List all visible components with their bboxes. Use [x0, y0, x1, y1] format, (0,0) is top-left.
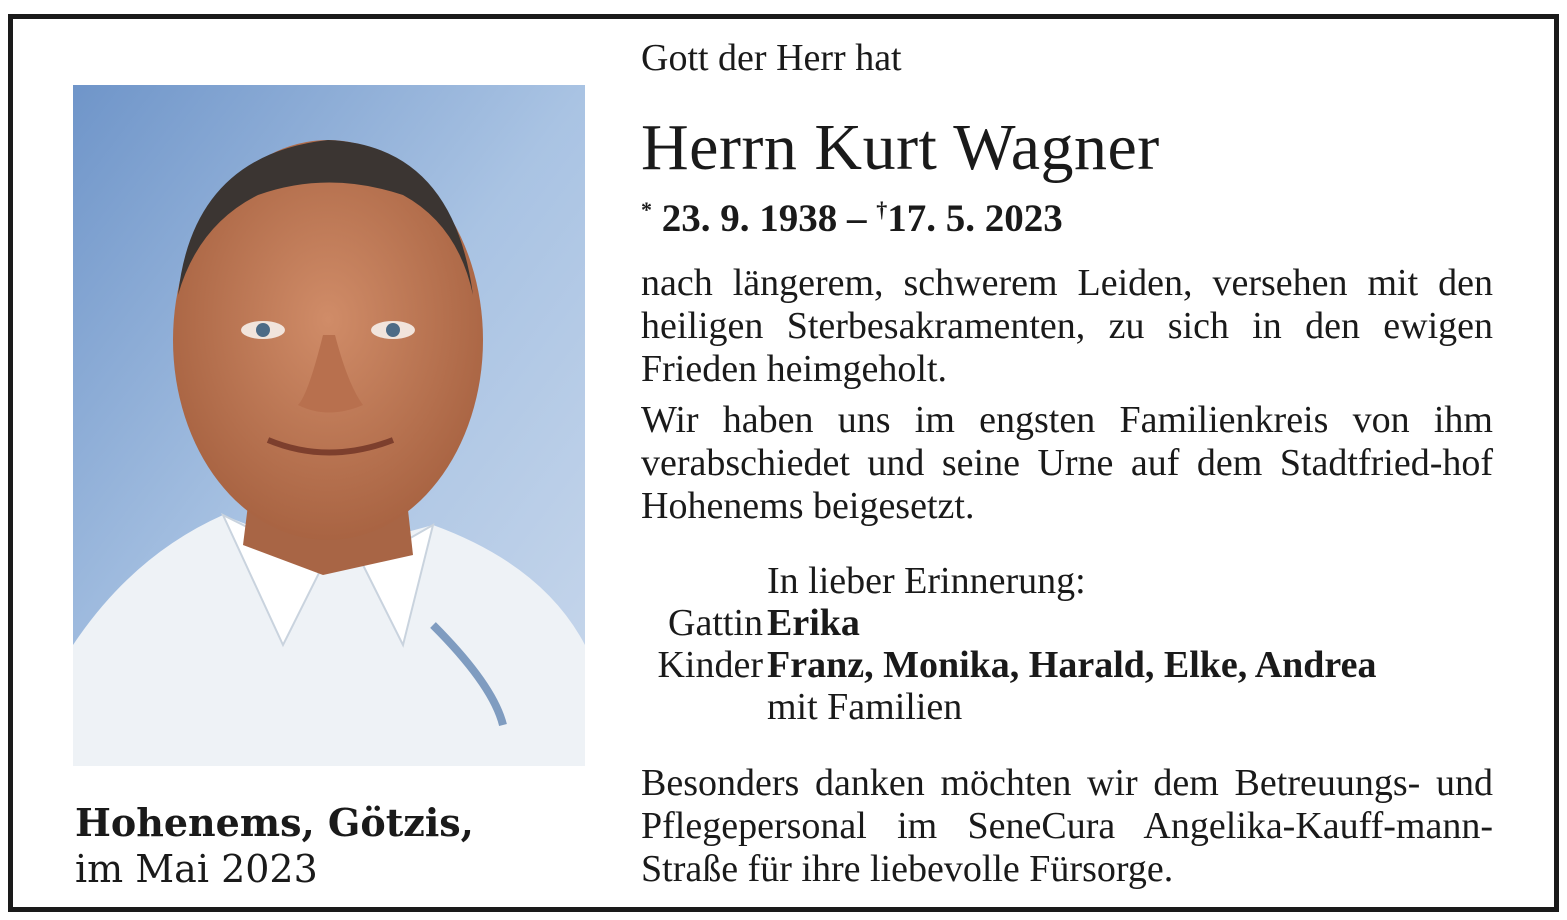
birth-symbol: * [641, 197, 652, 222]
life-dates [641, 186, 1063, 243]
deceased-name: Herrn Kurt Wagner [641, 111, 1160, 184]
children-row [641, 644, 1376, 686]
location-date [75, 800, 474, 892]
families-row [641, 686, 1376, 728]
children-label: Kinder [657, 644, 763, 686]
portrait-image [73, 85, 585, 766]
spouse-name: Erika [767, 602, 860, 644]
mourners-heading: In lieber Erinnerung: [767, 560, 1086, 602]
intro-text: Gott der Herr hat [641, 37, 902, 79]
death-symbol: † [876, 197, 888, 222]
date-line: im Mai 2023 [75, 847, 318, 891]
families-text: mit Familien [767, 686, 963, 728]
spouse-label: Gattin [668, 602, 763, 644]
mourners-heading-row [641, 560, 1376, 602]
paragraph-passing: nach längerem, schwerem Leiden, versehen mit den heiligen Sterbesakramenten, zu sich in den ewigen Frieden heimgeholt. [641, 262, 1493, 390]
death-date: 17. 5. 2023 [887, 197, 1063, 240]
location-line: Hohenems, Götzis, [75, 800, 474, 845]
children-names: Franz, Monika, Harald, Elke, Andrea [767, 644, 1377, 686]
mourners-block [641, 560, 1376, 728]
paragraph-thanks: Besonders danken möchten wir dem Betreuungs- und Pflegepersonal im SeneCura Angelika-Kauff-mann-Straße für ihre liebevolle Fürsorge. [641, 762, 1493, 890]
portrait-photo [73, 85, 585, 766]
date-separator: – [847, 197, 867, 240]
spouse-row [641, 602, 1376, 644]
birth-date: 23. 9. 1938 [661, 197, 838, 240]
paragraph-burial: Wir haben uns im engsten Familienkreis von ihm verabschiedet und seine Urne auf dem Stadtfried-hof Hohenems beigesetzt. [641, 399, 1493, 527]
